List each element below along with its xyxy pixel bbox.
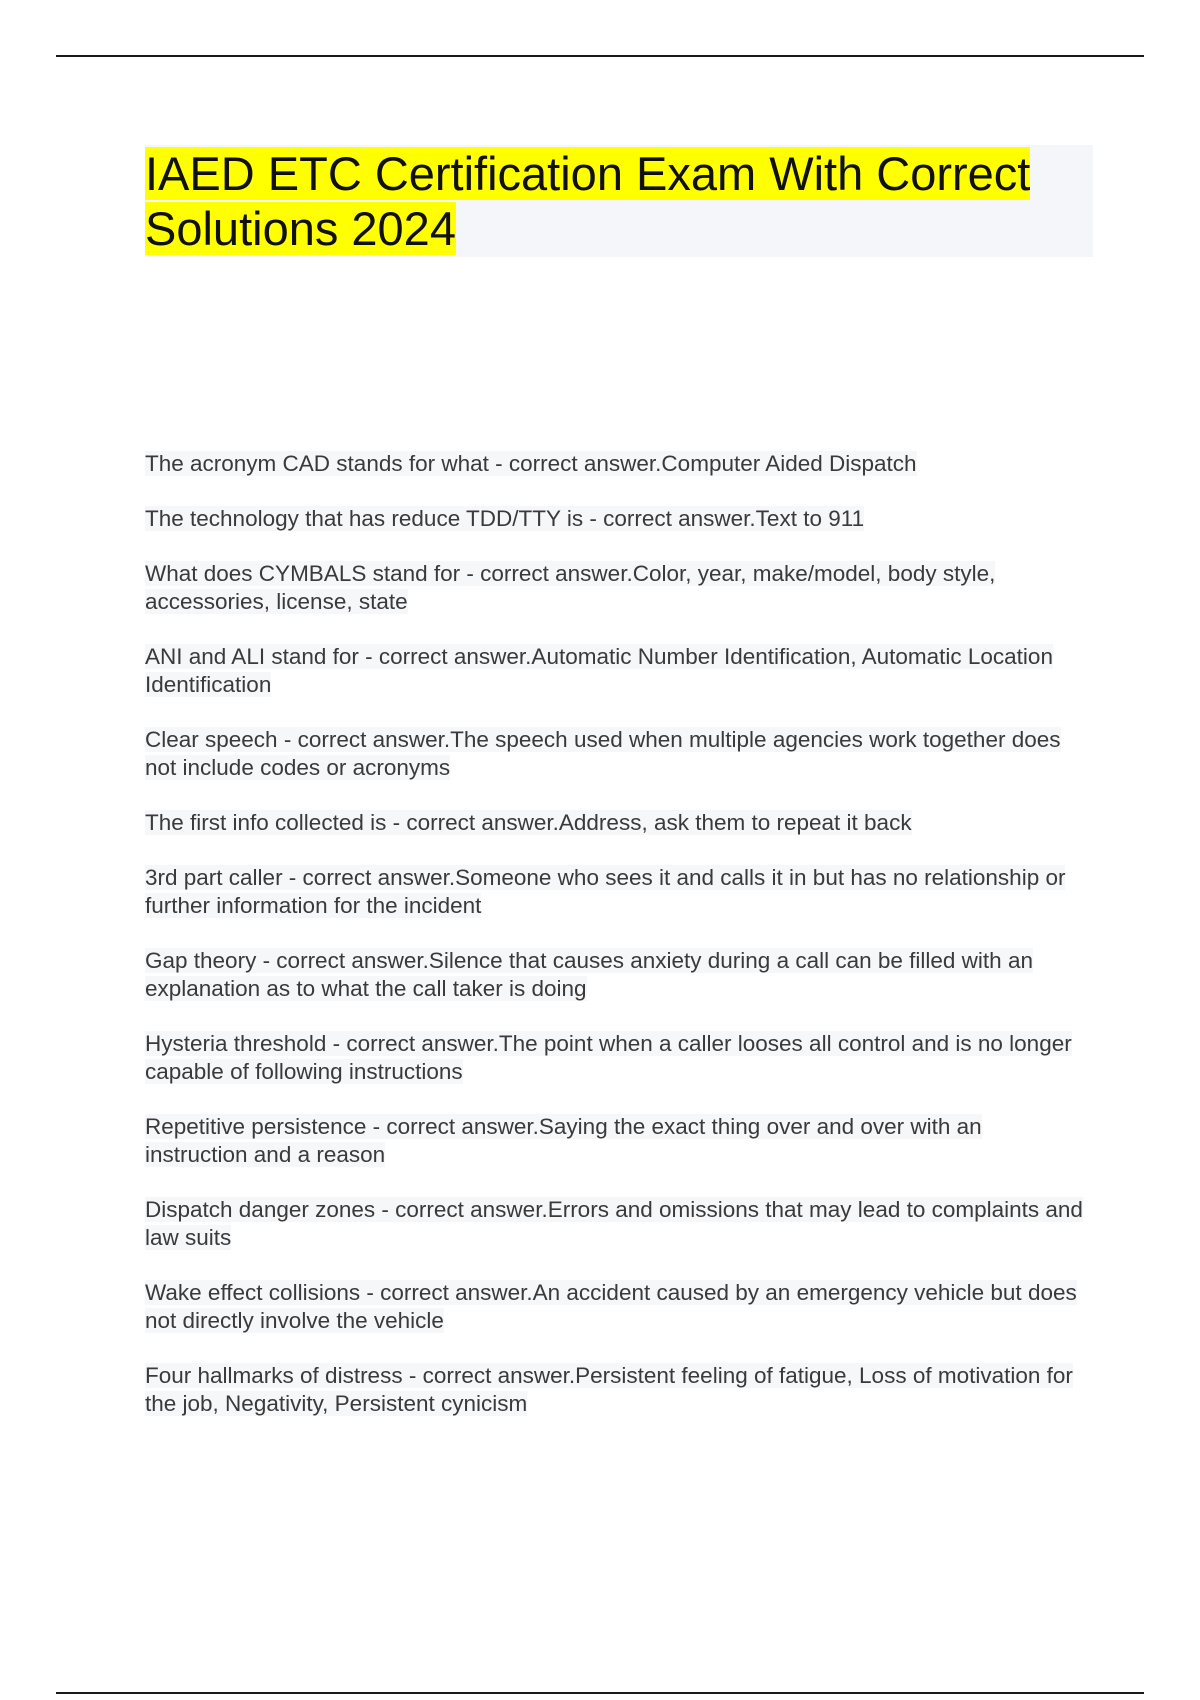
title-block [145, 145, 1093, 257]
qa-item-text: Gap theory - correct answer.Silence that causes anxiety during a call can be filled with an explanation as to what the call taker is doing [145, 948, 1033, 1001]
qa-item [145, 947, 1085, 1003]
qa-item [145, 1362, 1085, 1418]
qa-item-text: Four hallmarks of distress - correct answer.Persistent feeling of fatigue, Loss of motivation for the job, Negativity, Persistent cynicism [145, 1363, 1073, 1416]
qa-item [145, 450, 1085, 478]
qa-item [145, 1196, 1085, 1252]
qa-item-text: 3rd part caller - correct answer.Someone who sees it and calls it in but has no relationship or further information for the incident [145, 865, 1066, 918]
title-highlight: IAED ETC Certification Exam With Correct Solutions 2024 [145, 147, 1031, 255]
qa-item-text: Repetitive persistence - correct answer.Saying the exact thing over and over with an instruction and a reason [145, 1114, 982, 1167]
qa-item-text: The first info collected is - correct answer.Address, ask them to repeat it back [145, 810, 912, 835]
page-title [145, 145, 1093, 256]
qa-item [145, 1279, 1085, 1335]
qa-item-text: What does CYMBALS stand for - correct answer.Color, year, make/model, body style, accessories, license, state [145, 561, 996, 614]
qa-item [145, 505, 1085, 533]
qa-item-text: The technology that has reduce TDD/TTY is - correct answer.Text to 911 [145, 506, 865, 531]
qa-item [145, 1113, 1085, 1169]
qa-item-text: The acronym CAD stands for what - correct answer.Computer Aided Dispatch [145, 451, 917, 476]
qa-item [145, 864, 1085, 920]
header-rule [56, 55, 1144, 57]
qa-item-text: Dispatch danger zones - correct answer.Errors and omissions that may lead to complaints and law suits [145, 1197, 1083, 1250]
qa-item [145, 809, 1085, 837]
qa-item [145, 1030, 1085, 1086]
qa-item [145, 726, 1085, 782]
qa-item [145, 643, 1085, 699]
qa-list [145, 450, 1085, 1445]
qa-item-text: ANI and ALI stand for - correct answer.Automatic Number Identification, Automatic Location Identification [145, 644, 1053, 697]
footer-rule [56, 1692, 1144, 1694]
qa-item-text: Hysteria threshold - correct answer.The point when a caller looses all control and is no longer capable of following instructions [145, 1031, 1072, 1084]
qa-item [145, 560, 1085, 616]
qa-item-text: Clear speech - correct answer.The speech used when multiple agencies work together does not include codes or acronyms [145, 727, 1061, 780]
qa-item-text: Wake effect collisions - correct answer.An accident caused by an emergency vehicle but does not directly involve the vehicle [145, 1280, 1077, 1333]
